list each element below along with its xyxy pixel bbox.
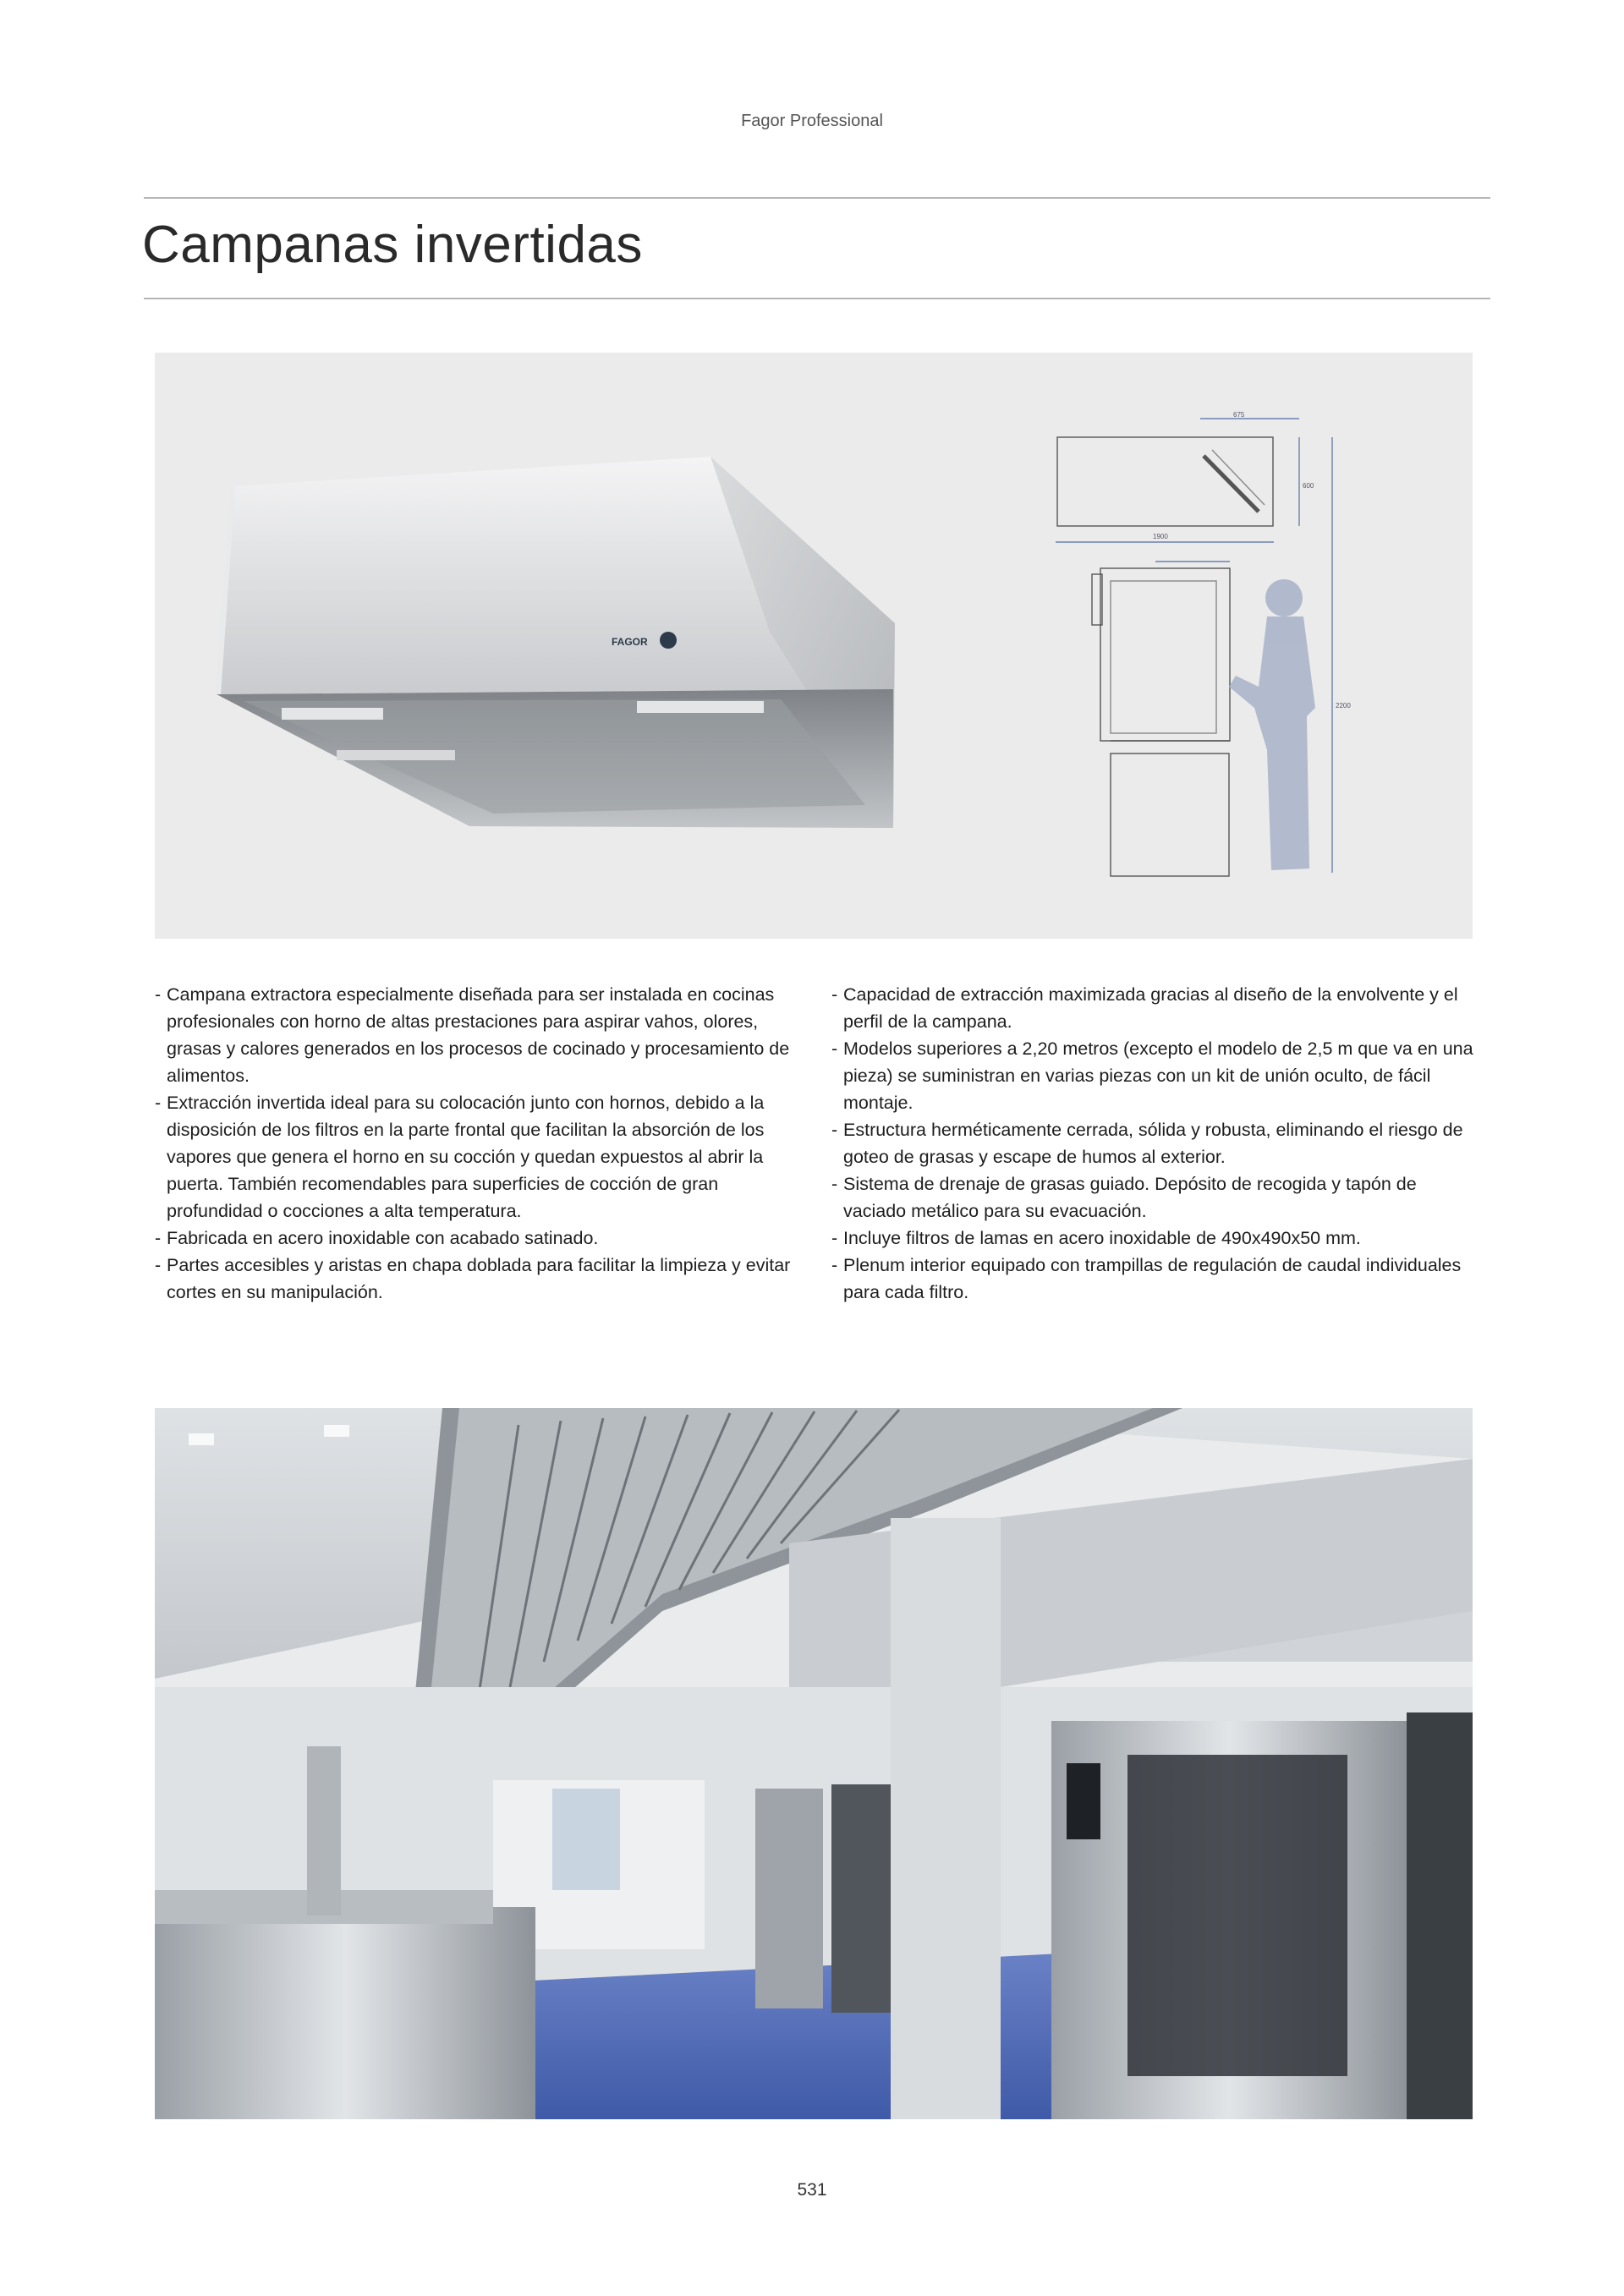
feature-item: - Capacidad de extracción maximizada gracias al diseño de la envolvente y el perfil de la campana. bbox=[831, 981, 1474, 1035]
hood-render bbox=[217, 457, 895, 828]
feature-item: - Plenum interior equipado con trampillas de regulación de caudal individuales para cada filtro. bbox=[831, 1252, 1474, 1306]
features-left-column bbox=[155, 981, 798, 1306]
kitchen-scene bbox=[155, 1408, 1473, 2119]
oven-2 bbox=[755, 1789, 823, 2008]
page-number: 531 bbox=[797, 2180, 827, 2200]
fagor-logo-icon bbox=[660, 632, 677, 649]
cooking-station bbox=[155, 1907, 535, 2119]
hood-logo-text: FAGOR bbox=[612, 636, 648, 648]
feature-item: - Campana extractora especialmente diseñada para ser instalada en cocinas profesionales con horno de altas prestaciones para aspirar vahos, olores, grasas y calores generados en los procesos de cocinado y procesamiento de alimentos. bbox=[155, 981, 798, 1089]
hood-illustration bbox=[155, 353, 1473, 939]
features-right-column bbox=[831, 981, 1474, 1306]
dimension-label-3: 1900 bbox=[1153, 533, 1168, 540]
feature-item: - Extracción invertida ideal para su colocación junto con hornos, debido a la disposición de los filtros en la parte frontal que facilitan la absorción de los vapores que genera el horno en su cocción y quedan expuestos al abrir la puerta. También recomendables para superficies de cocción de gran profundidad o cocciones a alta temperatura. bbox=[155, 1089, 798, 1225]
feature-item: - Modelos superiores a 2,20 metros (excepto el modelo de 2,5 m que va en una pieza) se suministran en varias piezas con un kit de unión oculto, de fácil montaje. bbox=[831, 1035, 1474, 1116]
title-top-divider bbox=[144, 197, 1490, 199]
page-title: Campanas invertidas bbox=[142, 216, 643, 274]
column bbox=[891, 1518, 1001, 2119]
kitchen-installation-photo bbox=[155, 1408, 1473, 2119]
dimension-label-4: 2200 bbox=[1336, 702, 1351, 710]
feature-item: - Incluye filtros de lamas en acero inoxidable de 490x490x50 mm. bbox=[831, 1225, 1474, 1252]
header-brand: Fagor Professional bbox=[741, 112, 883, 130]
silhouette-person bbox=[1229, 579, 1315, 870]
product-image-panel bbox=[155, 353, 1473, 939]
dimension-label-2: 600 bbox=[1303, 482, 1314, 490]
feature-item: - Estructura herméticamente cerrada, sólida y robusta, eliminando el riesgo de goteo de grasas y escape de humos al exterior. bbox=[831, 1116, 1474, 1170]
title-bottom-divider bbox=[144, 298, 1490, 299]
dimension-label-1: 675 bbox=[1233, 411, 1245, 419]
feature-item: - Sistema de drenaje de grasas guiado. Depósito de recogida y tapón de vaciado metálico para su evacuación. bbox=[831, 1170, 1474, 1225]
feature-item: - Fabricada en acero inoxidable con acabado satinado. bbox=[155, 1225, 798, 1252]
feature-item: - Partes accesibles y aristas en chapa doblada para facilitar la limpieza y evitar cortes en su manipulación. bbox=[155, 1252, 798, 1306]
